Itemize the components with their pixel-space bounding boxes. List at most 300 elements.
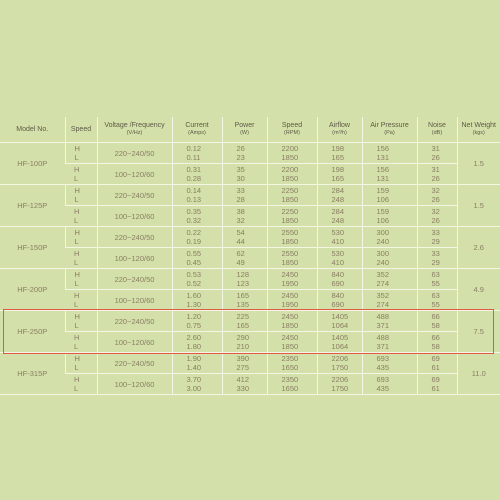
cell-value: 0.12: [186, 144, 202, 153]
cell-value: H: [74, 291, 80, 300]
cell-value: 1650: [281, 363, 299, 372]
cell-value: 38: [236, 207, 245, 216]
cell-value: L: [74, 195, 79, 204]
header-rpm: Speed (RPM): [267, 117, 317, 143]
speed-cell: [65, 269, 97, 290]
cell-value: 690: [331, 279, 345, 288]
cell-value: 159: [376, 186, 390, 195]
speed-cell: [65, 353, 97, 374]
pressure-cell: [362, 290, 417, 311]
cell-value: 0.55: [186, 249, 202, 258]
pressure-cell: [362, 374, 417, 395]
cell-value: L: [74, 216, 79, 225]
cell-value: 1850: [281, 216, 299, 225]
cell-value: 32: [431, 186, 440, 195]
current-cell: [172, 248, 222, 269]
rpm-cell: [267, 311, 317, 332]
speed-cell: [65, 164, 97, 185]
header-voltage: Voltage /Frequency (V/Hz): [97, 117, 172, 143]
cell-value: 0.75: [186, 321, 202, 330]
airflow-cell: [317, 290, 362, 311]
power-cell: [222, 206, 267, 227]
table-row: [0, 269, 500, 290]
net-weight-cell: 4.9: [457, 269, 500, 311]
header-net-weight: Net Weight (kgs): [457, 117, 500, 143]
voltage-cell: 220~240/50: [97, 143, 172, 164]
cell-value: 0.28: [186, 174, 202, 183]
cell-value: 0.11: [186, 153, 201, 162]
table-row: [0, 311, 500, 332]
voltage-cell: 100~120/60: [97, 332, 172, 353]
rpm-cell: [267, 248, 317, 269]
cell-value: 275: [236, 363, 250, 372]
cell-value: 1.30: [186, 300, 202, 309]
cell-value: 840: [331, 291, 345, 300]
model-cell: HF-150P: [0, 227, 65, 269]
rpm-cell: [267, 290, 317, 311]
rpm-cell: [267, 164, 317, 185]
cell-value: 1.90: [186, 354, 202, 363]
cell-value: 165: [236, 291, 250, 300]
cell-value: 29: [431, 237, 440, 246]
power-cell: [222, 311, 267, 332]
cell-value: 32: [236, 216, 245, 225]
cell-value: H: [74, 354, 80, 363]
cell-value: 165: [331, 153, 345, 162]
rpm-cell: [267, 185, 317, 206]
speed-cell: [65, 227, 97, 248]
voltage-cell: 100~120/60: [97, 290, 172, 311]
net-weight-cell: 1.5: [457, 143, 500, 185]
cell-value: 198: [331, 165, 345, 174]
header-noise: Noise (dB): [417, 117, 457, 143]
header-model: Model No.: [0, 117, 65, 143]
speed-cell: [65, 248, 97, 269]
cell-value: 690: [331, 300, 345, 309]
airflow-cell: [317, 374, 362, 395]
cell-value: H: [74, 228, 80, 237]
cell-value: H: [74, 249, 80, 258]
cell-value: 31: [431, 144, 440, 153]
noise-cell: [417, 227, 457, 248]
power-cell: [222, 374, 267, 395]
cell-value: 28: [236, 195, 245, 204]
table-row: [0, 227, 500, 248]
cell-value: 26: [431, 174, 440, 183]
power-cell: [222, 332, 267, 353]
cell-value: 693: [376, 375, 390, 384]
cell-value: 123: [236, 279, 250, 288]
voltage-cell: 100~120/60: [97, 164, 172, 185]
pressure-cell: [362, 353, 417, 374]
model-cell: HF-250P: [0, 311, 65, 353]
cell-value: 33: [431, 249, 440, 258]
net-weight-cell: 2.6: [457, 227, 500, 269]
cell-value: 165: [236, 321, 250, 330]
cell-value: 66: [431, 333, 440, 342]
cell-value: 371: [376, 342, 390, 351]
speed-cell: [65, 185, 97, 206]
voltage-cell: 220~240/50: [97, 353, 172, 374]
cell-value: 106: [376, 195, 390, 204]
cell-value: 31: [431, 165, 440, 174]
cell-value: 26: [236, 144, 245, 153]
cell-value: 840: [331, 270, 345, 279]
cell-value: 0.31: [186, 165, 202, 174]
cell-value: 2200: [281, 165, 299, 174]
cell-value: 54: [236, 228, 245, 237]
current-cell: [172, 290, 222, 311]
airflow-cell: [317, 143, 362, 164]
cell-value: 1.20: [186, 312, 202, 321]
pressure-cell: [362, 206, 417, 227]
pressure-cell: [362, 332, 417, 353]
rpm-cell: [267, 143, 317, 164]
cell-value: 2450: [281, 291, 299, 300]
power-cell: [222, 248, 267, 269]
cell-value: 240: [376, 258, 390, 267]
airflow-cell: [317, 311, 362, 332]
cell-value: 128: [236, 270, 250, 279]
cell-value: 0.32: [186, 216, 202, 225]
table-row: [0, 290, 500, 311]
cell-value: 2450: [281, 270, 299, 279]
net-weight-cell: 1.5: [457, 185, 500, 227]
cell-value: 2200: [281, 144, 299, 153]
noise-cell: [417, 269, 457, 290]
cell-value: 32: [431, 207, 440, 216]
cell-value: 2550: [281, 249, 299, 258]
cell-value: 33: [236, 186, 245, 195]
cell-value: 0.19: [186, 237, 202, 246]
current-cell: [172, 185, 222, 206]
power-cell: [222, 269, 267, 290]
cell-value: 58: [431, 321, 440, 330]
cell-value: 1850: [281, 153, 299, 162]
cell-value: 410: [331, 237, 345, 246]
power-cell: [222, 227, 267, 248]
cell-value: 2250: [281, 207, 299, 216]
cell-value: 2450: [281, 312, 299, 321]
voltage-cell: 220~240/50: [97, 269, 172, 290]
airflow-cell: [317, 332, 362, 353]
cell-value: 3.00: [186, 384, 202, 393]
cell-value: 63: [431, 291, 440, 300]
cell-value: 1850: [281, 321, 299, 330]
cell-value: 159: [376, 207, 390, 216]
airflow-cell: [317, 248, 362, 269]
cell-value: 1.80: [186, 342, 202, 351]
cell-value: H: [74, 375, 80, 384]
cell-value: H: [74, 312, 80, 321]
pressure-cell: [362, 269, 417, 290]
cell-value: H: [74, 165, 80, 174]
cell-value: 390: [236, 354, 250, 363]
airflow-cell: [317, 185, 362, 206]
cell-value: 530: [331, 249, 345, 258]
cell-value: 274: [376, 300, 390, 309]
table-row: [0, 143, 500, 164]
voltage-cell: 220~240/50: [97, 185, 172, 206]
cell-value: 2206: [331, 354, 349, 363]
cell-value: 530: [331, 228, 345, 237]
cell-value: 49: [236, 258, 245, 267]
cell-value: 300: [376, 228, 390, 237]
cell-value: 274: [376, 279, 390, 288]
cell-value: 66: [431, 312, 440, 321]
cell-value: 58: [431, 342, 440, 351]
noise-cell: [417, 353, 457, 374]
pressure-cell: [362, 248, 417, 269]
airflow-cell: [317, 269, 362, 290]
cell-value: 0.45: [186, 258, 202, 267]
cell-value: 1850: [281, 258, 299, 267]
cell-value: H: [74, 207, 80, 216]
cell-value: 1.60: [186, 291, 202, 300]
noise-cell: [417, 143, 457, 164]
header-pressure: Air Pressure (Pa): [362, 117, 417, 143]
cell-value: 55: [431, 300, 440, 309]
cell-value: L: [74, 258, 79, 267]
rpm-cell: [267, 353, 317, 374]
cell-value: 352: [376, 270, 390, 279]
table-row: [0, 206, 500, 227]
cell-value: 156: [376, 165, 390, 174]
cell-value: 62: [236, 249, 245, 258]
noise-cell: [417, 332, 457, 353]
cell-value: 165: [331, 174, 345, 183]
cell-value: 488: [376, 312, 390, 321]
cell-value: 135: [236, 300, 250, 309]
cell-value: 61: [431, 384, 440, 393]
pressure-cell: [362, 143, 417, 164]
cell-value: L: [74, 321, 79, 330]
rpm-cell: [267, 332, 317, 353]
noise-cell: [417, 206, 457, 227]
table-row: [0, 374, 500, 395]
noise-cell: [417, 164, 457, 185]
cell-value: 2350: [281, 375, 299, 384]
cell-value: 0.14: [186, 186, 202, 195]
cell-value: 1850: [281, 342, 299, 351]
model-cell: HF-125P: [0, 185, 65, 227]
cell-value: 131: [376, 153, 390, 162]
cell-value: 29: [431, 258, 440, 267]
power-cell: [222, 143, 267, 164]
voltage-cell: 220~240/50: [97, 227, 172, 248]
cell-value: L: [74, 342, 79, 351]
cell-value: 69: [431, 375, 440, 384]
cell-value: H: [74, 333, 80, 342]
airflow-cell: [317, 227, 362, 248]
table-row: [0, 332, 500, 353]
model-cell: HF-100P: [0, 143, 65, 185]
noise-cell: [417, 374, 457, 395]
cell-value: 1064: [331, 321, 349, 330]
net-weight-cell: 11.0: [457, 353, 500, 395]
current-cell: [172, 206, 222, 227]
cell-value: 1064: [331, 342, 349, 351]
header-airflow: Airflow (m³/h): [317, 117, 362, 143]
rpm-cell: [267, 206, 317, 227]
airflow-cell: [317, 164, 362, 185]
noise-cell: [417, 248, 457, 269]
pressure-cell: [362, 164, 417, 185]
pressure-cell: [362, 227, 417, 248]
rpm-cell: [267, 374, 317, 395]
cell-value: 63: [431, 270, 440, 279]
cell-value: 26: [431, 216, 440, 225]
cell-value: L: [74, 153, 79, 162]
speed-cell: [65, 374, 97, 395]
cell-value: 69: [431, 354, 440, 363]
cell-value: 2.60: [186, 333, 202, 342]
speed-cell: [65, 290, 97, 311]
model-cell: HF-315P: [0, 353, 65, 395]
cell-value: 1850: [281, 174, 299, 183]
cell-value: 33: [431, 228, 440, 237]
cell-value: L: [74, 279, 79, 288]
cell-value: 1850: [281, 237, 299, 246]
cell-value: L: [74, 363, 79, 372]
cell-value: 2550: [281, 228, 299, 237]
noise-cell: [417, 311, 457, 332]
cell-value: 0.53: [186, 270, 202, 279]
cell-value: 2250: [281, 186, 299, 195]
cell-value: 23: [236, 153, 245, 162]
cell-value: 198: [331, 144, 345, 153]
cell-value: 2350: [281, 354, 299, 363]
airflow-cell: [317, 206, 362, 227]
cell-value: 225: [236, 312, 250, 321]
spec-table-body: [0, 143, 500, 395]
cell-value: 131: [376, 174, 390, 183]
cell-value: 0.35: [186, 207, 202, 216]
rpm-cell: [267, 269, 317, 290]
cell-value: 1950: [281, 279, 299, 288]
voltage-cell: 100~120/60: [97, 248, 172, 269]
cell-value: L: [74, 300, 79, 309]
pressure-cell: [362, 185, 417, 206]
current-cell: [172, 332, 222, 353]
cell-value: 1950: [281, 300, 299, 309]
cell-value: 488: [376, 333, 390, 342]
cell-value: 1405: [331, 312, 349, 321]
net-weight-cell: 7.5: [457, 311, 500, 353]
current-cell: [172, 269, 222, 290]
cell-value: 1750: [331, 363, 349, 372]
cell-value: 1650: [281, 384, 299, 393]
cell-value: 26: [431, 195, 440, 204]
cell-value: 30: [236, 174, 245, 183]
cell-value: 55: [431, 279, 440, 288]
cell-value: L: [74, 174, 79, 183]
cell-value: 371: [376, 321, 390, 330]
table-row: [0, 185, 500, 206]
noise-cell: [417, 290, 457, 311]
table-row: [0, 248, 500, 269]
cell-value: 0.22: [186, 228, 202, 237]
header-power: Power (W): [222, 117, 267, 143]
voltage-cell: 100~120/60: [97, 206, 172, 227]
table-header-row: [0, 117, 500, 143]
cell-value: 1405: [331, 333, 349, 342]
cell-value: 435: [376, 384, 390, 393]
cell-value: 240: [376, 237, 390, 246]
voltage-cell: 220~240/50: [97, 311, 172, 332]
current-cell: [172, 311, 222, 332]
cell-value: 412: [236, 375, 250, 384]
cell-value: 284: [331, 186, 345, 195]
cell-value: 1850: [281, 195, 299, 204]
cell-value: L: [74, 237, 79, 246]
cell-value: 156: [376, 144, 390, 153]
cell-value: 2206: [331, 375, 349, 384]
cell-value: 248: [331, 195, 345, 204]
noise-cell: [417, 185, 457, 206]
cell-value: H: [74, 186, 80, 195]
speed-cell: [65, 311, 97, 332]
cell-value: 106: [376, 216, 390, 225]
cell-value: 300: [376, 249, 390, 258]
current-cell: [172, 143, 222, 164]
cell-value: 290: [236, 333, 250, 342]
cell-value: 330: [236, 384, 250, 393]
cell-value: 35: [236, 165, 245, 174]
cell-value: 61: [431, 363, 440, 372]
speed-cell: [65, 143, 97, 164]
cell-value: 2450: [281, 333, 299, 342]
table-row: [0, 353, 500, 374]
table-row: [0, 164, 500, 185]
model-cell: HF-200P: [0, 269, 65, 311]
pressure-cell: [362, 311, 417, 332]
cell-value: 410: [331, 258, 345, 267]
cell-value: 1.40: [186, 363, 202, 372]
cell-value: 0.13: [186, 195, 202, 204]
cell-value: 210: [236, 342, 250, 351]
cell-value: 284: [331, 207, 345, 216]
current-cell: [172, 353, 222, 374]
power-cell: [222, 353, 267, 374]
cell-value: 0.52: [186, 279, 202, 288]
speed-cell: [65, 332, 97, 353]
cell-value: 26: [431, 153, 440, 162]
current-cell: [172, 374, 222, 395]
cell-value: 435: [376, 363, 390, 372]
power-cell: [222, 185, 267, 206]
rpm-cell: [267, 227, 317, 248]
power-cell: [222, 164, 267, 185]
cell-value: L: [74, 384, 79, 393]
current-cell: [172, 227, 222, 248]
cell-value: H: [74, 144, 80, 153]
power-cell: [222, 290, 267, 311]
speed-cell: [65, 206, 97, 227]
voltage-cell: 100~120/60: [97, 374, 172, 395]
header-speed: Speed: [65, 117, 97, 143]
cell-value: 3.70: [186, 375, 202, 384]
current-cell: [172, 164, 222, 185]
cell-value: 352: [376, 291, 390, 300]
cell-value: 693: [376, 354, 390, 363]
header-current: Current (Amps): [172, 117, 222, 143]
cell-value: 44: [236, 237, 245, 246]
cell-value: 1750: [331, 384, 349, 393]
spec-table: [0, 117, 500, 395]
airflow-cell: [317, 353, 362, 374]
cell-value: H: [74, 270, 80, 279]
